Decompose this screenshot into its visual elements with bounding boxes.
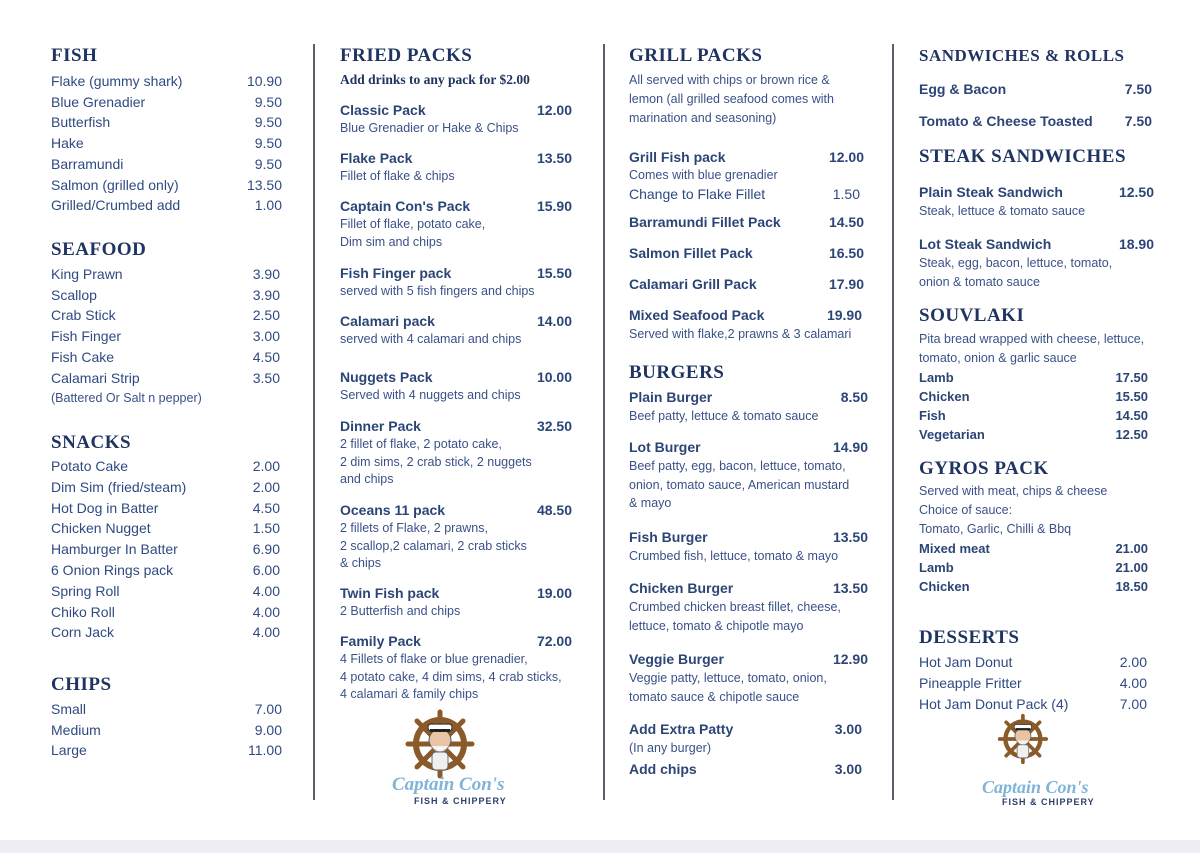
menu-item-name: Scallop — [51, 286, 97, 303]
add-chips-price: 3.00 — [834, 761, 862, 777]
menu-item-name: Grilled/Crumbed add — [51, 197, 181, 214]
grill-intro-line: lemon (all grilled seafood comes with — [629, 92, 834, 106]
grill-pack-price: 17.90 — [828, 276, 864, 292]
pack-price: 10.00 — [536, 369, 572, 385]
steak-sandwich-name: Plain Steak Sandwich — [919, 184, 1063, 200]
menu-item-price: 7.00 — [254, 701, 282, 717]
pack-desc: Dim sim and chips — [340, 234, 443, 249]
menu-item-price: 3.90 — [252, 286, 280, 303]
menu-item-name: Flake (gummy shark) — [51, 73, 183, 89]
burger-desc: Beef patty, egg, bacon, lettuce, tomato, — [629, 459, 846, 473]
section-title-chips: CHIPS — [51, 674, 112, 695]
pack-name: Twin Fish pack — [340, 585, 440, 601]
pack-desc: 2 Butterfish and chips — [340, 604, 461, 618]
burger-desc: Crumbed chicken breast fillet, cheese, — [629, 600, 841, 614]
steak-sandwich-name: Lot Steak Sandwich — [919, 236, 1052, 252]
section-title-sandwiches: SANDWICHES & ROLLS — [919, 46, 1125, 65]
grill-change-price: 1.50 — [832, 186, 860, 202]
pack-desc: 4 potato cake, 4 dim sims, 4 crab sticks, — [340, 669, 562, 684]
pack-name: Classic Pack — [340, 102, 426, 118]
steak-sandwich-price: 12.50 — [1118, 184, 1154, 200]
section-title-seafood: SEAFOOD — [51, 239, 147, 260]
column-divider — [603, 44, 605, 800]
brand-logo — [976, 707, 1096, 807]
menu-item-name: Chiko Roll — [51, 603, 115, 620]
grill-intro-line: marination and seasoning) — [629, 111, 777, 125]
menu-item-name: King Prawn — [51, 266, 123, 282]
burger-price: 12.90 — [832, 651, 868, 667]
menu-item-price: 4.00 — [252, 603, 280, 620]
option-name: Mixed meat — [919, 541, 990, 556]
pack-price: 48.50 — [536, 502, 572, 518]
option-name: Lamb — [919, 560, 954, 575]
grill-pack-name: Calamari Grill Pack — [629, 276, 757, 292]
section-title-grill-packs: GRILL PACKS — [629, 45, 763, 66]
option-price: 15.50 — [1115, 389, 1148, 404]
menu-item-price: 1.00 — [254, 197, 282, 214]
mixed-seafood-pack-price: 19.90 — [826, 307, 862, 323]
pack-desc: 4 calamari & family chips — [340, 687, 479, 701]
pack-price: 32.50 — [536, 418, 572, 434]
burger-desc: tomato sauce & chipotle sauce — [629, 689, 800, 704]
sandwich-name: Egg & Bacon — [919, 81, 1007, 97]
steak-sandwich-desc: Steak, lettuce & tomato sauce — [919, 204, 1086, 218]
dessert-name: Hot Jam Donut Pack (4) — [919, 696, 1069, 712]
column-divider — [892, 44, 894, 800]
pack-desc: 4 Fillets of flake or blue grenadier, — [340, 652, 528, 666]
menu-item-name: Crab Stick — [51, 307, 116, 324]
dessert-price: 4.00 — [1119, 675, 1147, 691]
section-title-burgers: BURGERS — [629, 362, 725, 383]
dessert-name: Hot Jam Donut — [919, 654, 1013, 670]
burger-name: Plain Burger — [629, 389, 713, 405]
menu-item-price: 13.50 — [246, 176, 282, 193]
menu-item-name: Large — [51, 742, 87, 759]
menu-item-price: 3.90 — [252, 266, 280, 282]
dessert-price: 2.00 — [1119, 654, 1147, 670]
dessert-name: Pineapple Fritter — [919, 675, 1022, 691]
grill-pack-price: 14.50 — [828, 214, 864, 230]
menu-item-price: 2.00 — [252, 458, 280, 474]
menu-item-price: 3.00 — [252, 328, 280, 345]
pack-desc: 2 fillet of flake, 2 potato cake, — [340, 437, 502, 451]
option-price: 21.00 — [1115, 541, 1148, 556]
mixed-seafood-pack-desc: Served with flake,2 prawns & 3 calamari — [629, 327, 852, 341]
grill-fish-pack-price: 12.00 — [828, 149, 864, 165]
menu-item-price: 1.50 — [252, 520, 280, 537]
seafood-note: (Battered Or Salt n pepper) — [51, 391, 202, 405]
pack-name: Family Pack — [340, 633, 421, 649]
burger-name: Chicken Burger — [629, 580, 734, 596]
menu-item-name: Fish Cake — [51, 348, 115, 365]
pack-price: 13.50 — [536, 150, 572, 166]
menu-item-name: Chicken Nugget — [51, 520, 151, 537]
pack-desc: served with 5 fish fingers and chips — [340, 284, 535, 298]
mixed-seafood-pack-name: Mixed Seafood Pack — [629, 307, 765, 323]
captain-wheel-icon — [976, 707, 1096, 787]
menu-item-price: 9.50 — [254, 155, 282, 172]
menu-item-name: Blue Grenadier — [51, 93, 146, 110]
burger-desc: Beef patty, lettuce & tomato sauce — [629, 409, 819, 423]
pack-desc: served with 4 calamari and chips — [340, 332, 522, 346]
pack-name: Fish Finger pack — [340, 265, 452, 281]
pack-desc: and chips — [340, 472, 394, 486]
grill-intro-line: All served with chips or brown rice & — [629, 73, 830, 87]
steak-sandwich-desc: Steak, egg, bacon, lettuce, tomato, — [919, 256, 1113, 270]
pack-price: 19.00 — [536, 585, 572, 601]
menu-item-name: Hamburger In Batter — [51, 541, 178, 558]
gyros-desc: Choice of sauce: — [919, 503, 1013, 517]
sandwich-name: Tomato & Cheese Toasted — [919, 113, 1093, 129]
pack-name: Flake Pack — [340, 150, 413, 166]
pack-price: 72.00 — [536, 633, 572, 649]
section-title-gyros: GYROS PACK — [919, 458, 1049, 479]
menu-item-price: 9.00 — [254, 721, 282, 738]
menu-item-name: Barramundi — [51, 155, 124, 172]
pack-name: Captain Con's Pack — [340, 198, 471, 214]
burger-desc: lettuce, tomato & chipotle mayo — [629, 618, 804, 633]
add-chips-name: Add chips — [629, 761, 697, 777]
menu-item-price: 4.00 — [252, 582, 280, 599]
pack-desc: Served with 4 nuggets and chips — [340, 388, 521, 402]
option-name: Chicken — [919, 389, 970, 404]
fried-packs-subtitle: Add drinks to any pack for $2.00 — [340, 72, 530, 87]
grill-fish-pack-desc: Comes with blue grenadier — [629, 168, 778, 182]
menu-item-price: 9.50 — [254, 135, 282, 152]
menu-item-name: Salmon (grilled only) — [51, 176, 179, 193]
extra-patty-name: Add Extra Patty — [629, 721, 734, 737]
grill-change-option: Change to Flake Fillet — [629, 186, 766, 202]
menu-item-name: Medium — [51, 721, 101, 738]
gyros-desc: Served with meat, chips & cheese — [919, 484, 1108, 498]
menu-item-price: 4.00 — [252, 624, 280, 641]
menu-item-price: 9.50 — [254, 114, 282, 131]
menu-item-price: 3.50 — [252, 369, 280, 386]
menu-item-name: Butterfish — [51, 114, 111, 131]
menu-item-name: Hot Dog in Batter — [51, 499, 159, 516]
menu-item-price: 6.90 — [252, 541, 280, 558]
section-title-fried-packs: FRIED PACKS — [340, 45, 473, 66]
grill-fish-pack-name: Grill Fish pack — [629, 149, 726, 165]
menu-item-price: 2.50 — [252, 307, 280, 324]
pack-desc: Fillet of flake & chips — [340, 169, 455, 183]
extra-patty-desc: (In any burger) — [629, 741, 711, 755]
option-price: 18.50 — [1115, 579, 1148, 594]
option-price: 21.00 — [1115, 560, 1148, 575]
burger-desc: Crumbed fish, lettuce, tomato & mayo — [629, 549, 839, 563]
pack-desc: & chips — [340, 556, 381, 570]
brand-logo — [388, 700, 528, 815]
sandwich-price: 7.50 — [1124, 81, 1152, 97]
section-title-desserts: DESSERTS — [919, 627, 1020, 648]
pack-desc: Fillet of flake, potato cake, — [340, 217, 486, 231]
section-title-snacks: SNACKS — [51, 432, 132, 453]
pack-name: Nuggets Pack — [340, 369, 433, 385]
souvlaki-desc: tomato, onion & garlic sauce — [919, 351, 1077, 365]
pack-price: 12.00 — [536, 102, 572, 118]
pack-price: 15.90 — [536, 198, 572, 214]
pack-desc: 2 scallop,2 calamari, 2 crab sticks — [340, 538, 527, 553]
menu-item-name: Dim Sim (fried/steam) — [51, 478, 187, 495]
menu-item-name: Corn Jack — [51, 624, 115, 641]
menu-item-name: Hake — [51, 135, 84, 152]
burger-name: Lot Burger — [629, 439, 701, 455]
burger-desc: onion, tomato sauce, American mustard — [629, 477, 850, 492]
menu-item-price: 10.90 — [246, 73, 282, 89]
grill-pack-name: Barramundi Fillet Pack — [629, 214, 781, 230]
option-name: Chicken — [919, 579, 970, 594]
burger-desc: Veggie patty, lettuce, tomato, onion, — [629, 671, 827, 685]
menu-item-name: Small — [51, 701, 87, 717]
option-name: Vegetarian — [919, 427, 985, 442]
grill-pack-price: 16.50 — [828, 245, 864, 261]
section-title-steak: STEAK SANDWICHES — [919, 146, 1127, 167]
steak-sandwich-desc: onion & tomato sauce — [919, 274, 1040, 289]
option-price: 12.50 — [1115, 427, 1148, 442]
menu-item-price: 11.00 — [248, 742, 282, 759]
option-price: 14.50 — [1115, 408, 1148, 423]
dessert-price: 7.00 — [1119, 696, 1147, 712]
burger-price: 13.50 — [832, 529, 868, 545]
option-name: Fish — [919, 408, 946, 423]
pack-price: 14.00 — [536, 313, 572, 329]
pack-desc: 2 dim sims, 2 crab stick, 2 nuggets — [340, 454, 532, 469]
menu-item-price: 2.00 — [252, 478, 280, 495]
brand-tagline: FISH & CHIPPERY — [1002, 797, 1095, 807]
pack-desc: Blue Grenadier or Hake & Chips — [340, 121, 519, 135]
menu-item-name: Potato Cake — [51, 458, 129, 474]
option-name: Lamb — [919, 370, 954, 385]
column-divider — [313, 44, 315, 800]
burger-price: 8.50 — [840, 389, 868, 405]
gyros-desc: Tomato, Garlic, Chilli & Bbq — [919, 522, 1072, 536]
option-price: 17.50 — [1115, 370, 1148, 385]
sandwich-price: 7.50 — [1124, 113, 1152, 129]
menu-item-price: 4.50 — [252, 499, 280, 516]
menu-item-name: Calamari Strip — [51, 369, 140, 386]
extra-patty-price: 3.00 — [834, 721, 862, 737]
grill-pack-name: Salmon Fillet Pack — [629, 245, 753, 261]
pack-price: 15.50 — [536, 265, 572, 281]
souvlaki-desc: Pita bread wrapped with cheese, lettuce, — [919, 332, 1145, 346]
burger-name: Veggie Burger — [629, 651, 724, 667]
steak-sandwich-price: 18.90 — [1118, 236, 1154, 252]
page-bottom-edge — [0, 840, 1200, 853]
menu-item-name: 6 Onion Rings pack — [51, 562, 174, 578]
menu-item-price: 4.50 — [252, 348, 280, 365]
section-title-fish: FISH — [51, 45, 98, 66]
burger-desc: & mayo — [629, 496, 672, 510]
menu-item-price: 6.00 — [252, 562, 280, 578]
burger-price: 13.50 — [832, 580, 868, 596]
pack-name: Calamari pack — [340, 313, 435, 329]
pack-desc: 2 fillets of Flake, 2 prawns, — [340, 521, 488, 535]
menu-item-price: 9.50 — [254, 93, 282, 110]
pack-name: Dinner Pack — [340, 418, 421, 434]
menu-item-name: Spring Roll — [51, 582, 120, 599]
pack-name: Oceans 11 pack — [340, 502, 446, 518]
brand-name: Captain Con's — [392, 774, 505, 795]
brand-name: Captain Con's — [982, 777, 1089, 797]
burger-price: 14.90 — [832, 439, 868, 455]
brand-tagline: FISH & CHIPPERY — [414, 796, 507, 806]
burger-name: Fish Burger — [629, 529, 708, 545]
menu-item-name: Fish Finger — [51, 328, 122, 345]
section-title-souvlaki: SOUVLAKI — [919, 305, 1025, 326]
